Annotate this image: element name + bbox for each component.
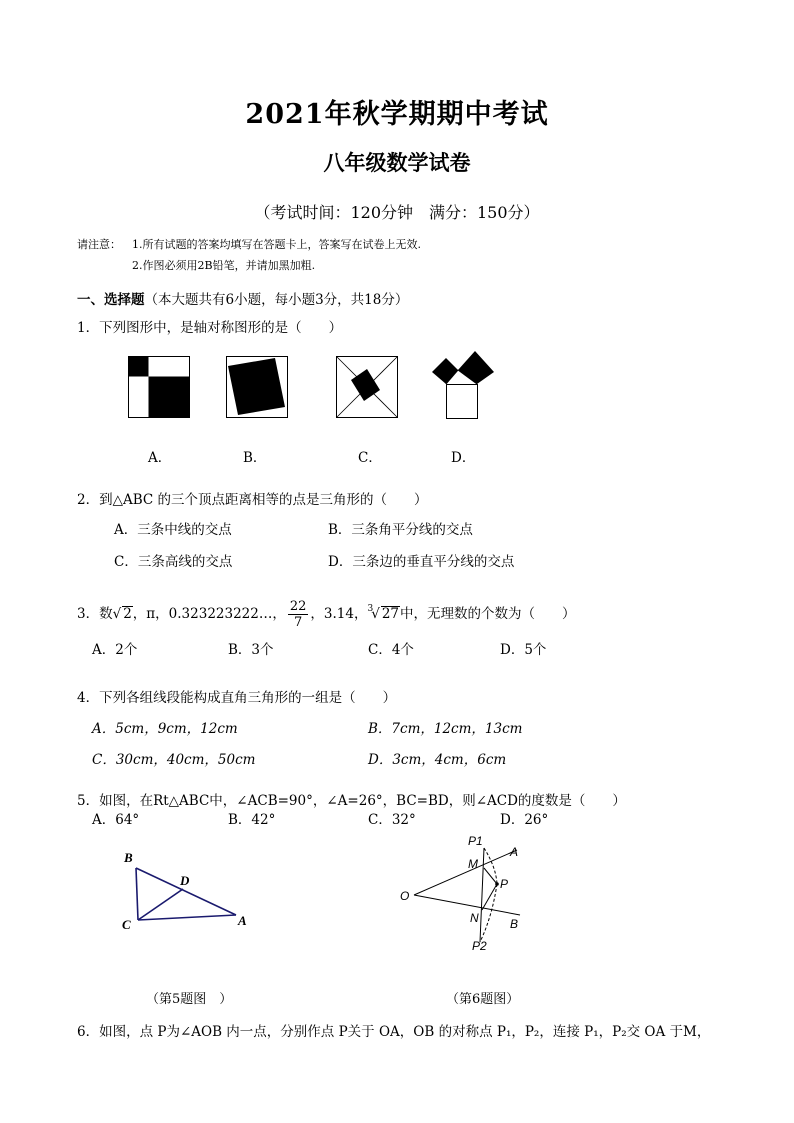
section-detail: （本大题共有6小题，每小题3分，共18分） (144, 292, 409, 308)
q6-stem: 6．如图，点 P为∠AOB 内一点，分别作点 P关于 OA，OB 的对称点 P₁，P₂，连接 P₁，P₂交 OA 于M， (77, 1024, 711, 1040)
q1-stem: 1．下列图形中，是轴对称图形的是（ ） (77, 320, 343, 336)
page-subtitle: 八年级数学试卷 (323, 150, 471, 175)
fig6-label-m: M (468, 857, 478, 871)
cbrt-index: 3 (367, 604, 374, 614)
fig6-label-b: B (510, 917, 519, 931)
q5-option-c: C．32° (368, 812, 416, 828)
fig6-label-a: A (510, 845, 519, 859)
section-name: 一、选择题 (77, 292, 145, 308)
fraction (288, 599, 309, 630)
q4-option-c: C．30cm，40cm，50cm (92, 752, 256, 768)
fig6-label-p2: P2 (472, 939, 487, 953)
q4-option-a: A．5cm，9cm，12cm (92, 721, 238, 737)
q1-option-a: A． (148, 450, 172, 466)
note-line-1: 1.所有试题的答案均填写在答题卡上，答案写在试卷上无效. (132, 238, 421, 251)
fig5-label-b: B (124, 850, 133, 865)
page-title: 2021年秋学期期中考试 (245, 99, 549, 130)
q5-stem: 5．如图，在Rt△ABC中，∠ACB=90°，∠A=26°，BC=BD，则∠ACD的度数是（ ） (77, 793, 626, 809)
q5-option-a: A．64° (92, 812, 140, 828)
fig5-label-d: D (180, 873, 190, 888)
q2-option-b: B．三条角平分线的交点 (328, 522, 473, 538)
figure-6-caption: （第6题图） (446, 992, 520, 1007)
q1-option-c: C． (358, 450, 382, 466)
fig6-label-n: N (470, 911, 479, 925)
exam-info: （考试时间：120分钟 满分：150分） (254, 203, 540, 222)
q1-figure-d (428, 344, 498, 422)
fraction-denominator: 7 (293, 615, 303, 630)
q3-mid2: ，3.14， (310, 606, 368, 622)
cbrt-arg: 27 (381, 606, 399, 622)
q1-option-b: B． (243, 450, 267, 466)
q1-option-d: D． (451, 450, 476, 466)
q3-suffix: 中，无理数的个数为（ ） (400, 606, 576, 622)
note-line-2: 2.作图必须用2B铅笔，并请加黑加粗. (132, 259, 316, 272)
q2-option-c: C．三条高线的交点 (114, 554, 233, 570)
section-title (77, 288, 408, 308)
q2-stem: 2．到△ABC 的三个顶点距离相等的点是三角形的（ ） (77, 492, 428, 508)
q3-option-d: D．5个 (500, 642, 547, 658)
q4-option-b: B．7cm，12cm，13cm (368, 721, 523, 737)
notes-label: 请注意： (77, 238, 121, 251)
q3-option-a: A．2个 (92, 642, 138, 658)
q1-figure-c (336, 356, 400, 420)
q1-figure-a (128, 356, 192, 420)
fraction-numerator: 22 (289, 599, 307, 614)
figure-5 (110, 845, 260, 940)
q3-prefix: 3．数 (77, 606, 113, 622)
q2-option-a: A．三条中线的交点 (114, 522, 232, 538)
figure-5-caption: （第5题图 ） (146, 992, 233, 1007)
sqrt-arg: 2 (123, 606, 132, 622)
q3-option-b: B．3个 (228, 642, 274, 658)
q1-figure-b (226, 356, 290, 420)
fig6-label-p: P (500, 877, 509, 891)
q5-option-b: B．42° (228, 812, 276, 828)
q5-option-d: D．26° (500, 812, 549, 828)
fig5-label-a: A (238, 913, 247, 928)
q3-mid: ，π，0.323223222…， (132, 606, 286, 622)
fig6-label-o: O (400, 889, 410, 903)
figure-6 (392, 832, 542, 957)
q4-option-d: D．3cm，4cm，6cm (368, 752, 507, 768)
q2-option-d: D．三条边的垂直平分线的交点 (328, 554, 515, 570)
fig5-label-c: C (122, 917, 131, 932)
sqrt-sign: √ (112, 606, 122, 622)
q3-option-c: C．4个 (368, 642, 414, 658)
q3-stem (77, 594, 576, 630)
cbrt-sign: √ (371, 606, 380, 622)
q4-stem: 4．下列各组线段能构成直角三角形的一组是（ ） (77, 690, 397, 706)
fig6-label-p1: P1 (468, 834, 483, 848)
